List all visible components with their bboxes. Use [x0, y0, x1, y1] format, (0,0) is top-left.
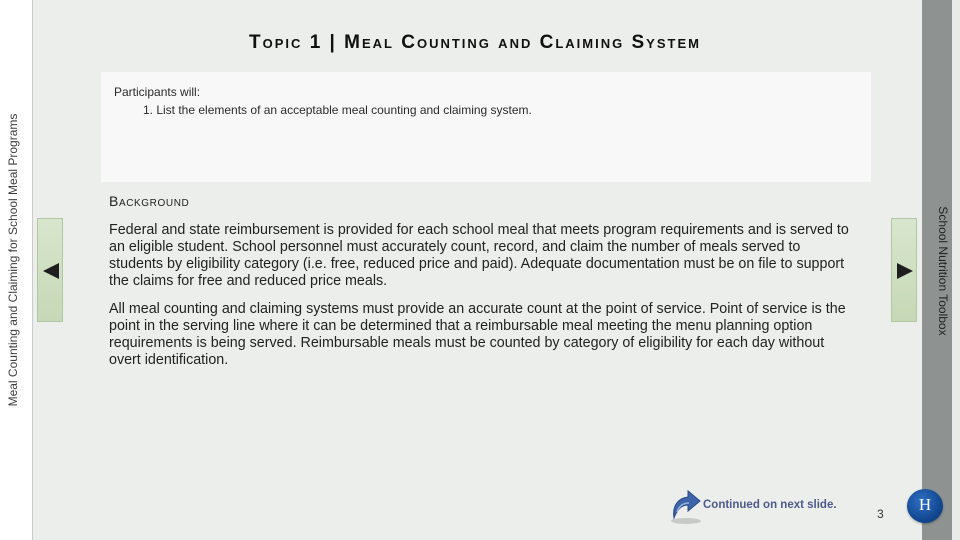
objectives-lead: Participants will:: [114, 85, 201, 99]
objective-item: 1. List the elements of an acceptable meal counting and claiming system.: [143, 103, 532, 117]
objectives-box: [101, 72, 871, 182]
home-button[interactable]: H: [907, 489, 943, 523]
curved-arrow-icon[interactable]: [668, 484, 704, 526]
slide-title-text: Topic 1 | Meal Counting and Claiming System: [249, 32, 701, 53]
left-sidebar-title: Meal Counting and Claiming for School Meal Programs: [6, 113, 20, 407]
triangle-left-icon: [43, 263, 59, 279]
right-sidebar-title: School Nutrition Toolbox: [936, 206, 950, 336]
body-paragraph: All meal counting and claiming systems must provide an accurate count at the point of service. Point of service is the point in the serving line where it can be determined that a reimbursable meal meeting the menu planning option requirements is being served. Reimbursable meals must be counted by category of eligibility for each day without overt identification.: [109, 301, 846, 368]
continue-notice: Continued on next slide.: [703, 499, 837, 511]
section-heading: Background: [109, 193, 190, 209]
body-paragraph: Federal and state reimbursement is provided for each school meal that meets program requirements and is served to an eligible student. School personnel must accurately count, record, and claim the number of meals served to students by eligibility category (i.e. free, reduced price and paid). Adequate documentation must be on file to support the claims for free and reduced price meals.: [109, 222, 849, 289]
slide-title: [160, 32, 790, 54]
next-slide-button[interactable]: [891, 218, 917, 322]
page-number: 3: [877, 507, 884, 521]
triangle-right-icon: [897, 263, 913, 279]
right-sidebar-edge: [952, 0, 960, 540]
previous-slide-button[interactable]: [37, 218, 63, 322]
